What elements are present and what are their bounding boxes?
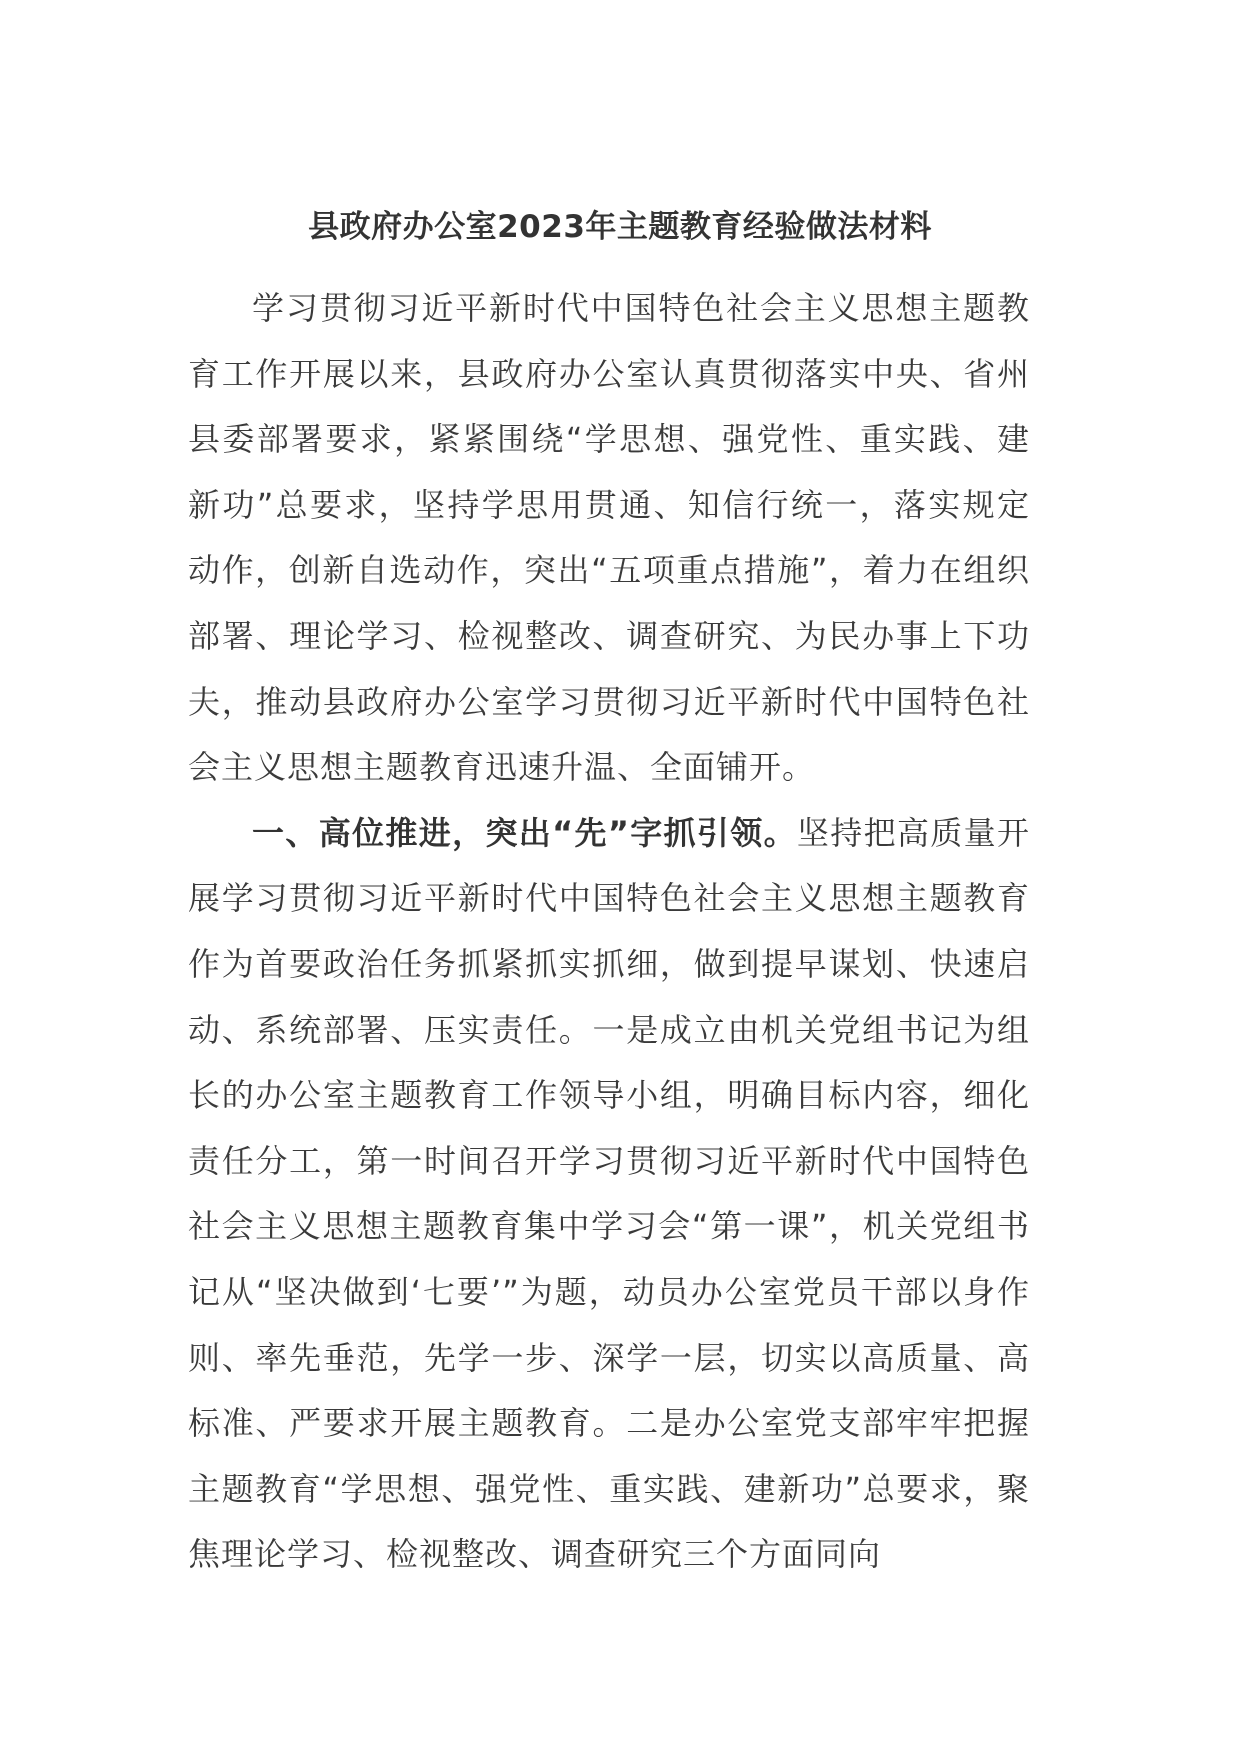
paragraph-section-one <box>188 801 1030 1588</box>
paragraph-intro <box>188 276 1030 801</box>
paragraph-text: 学习贯彻习近平新时代中国特色社会主义思想主题教育工作开展以来，县政府办公室认真贯彻落实中央、省州县委部署要求，紧紧围绕“学思想、强党性、重实践、建新功”总要求，坚持学思用贯通、知信行统一，落实规定动作，创新自选动作，突出“五项重点措施”，着力在组织部署、理论学习、检视整改、调查研究、为民办事上下功夫，推动县政府办公室学习贯彻习近平新时代中国特色社会主义思想主题教育迅速升温、全面铺开。 <box>188 289 1030 787</box>
document-title: 县政府办公室2023年主题教育经验做法材料 <box>308 209 932 245</box>
paragraph-text: 坚持把高质量开展学习贯彻习近平新时代中国特色社会主义思想主题教育作为首要政治任务抓紧抓实抓细，做到提早谋划、快速启动、系统部署、压实责任。一是成立由机关党组书记为组长的办公室主题教育工作领导小组，明确目标内容，细化责任分工，第一时间召开学习贯彻习近平新时代中国特色社会主义思想主题教育集中学习会“第一课”，机关党组书记从“坚决做到‘七要’”为题，动员办公室党员干部以身作则、率先垂范，先学一步、深学一层，切实以高质量、高标准、严要求开展主题教育。二是办公室党支部牢牢把握主题教育“学思想、强党性、重实践、建新功”总要求，聚焦理论学习、检视整改、调查研究三个方面同向 <box>188 813 1030 1574</box>
section-heading: 一、高位推进，突出“先”字抓引领。 <box>252 813 797 852</box>
document-body <box>188 276 1030 1588</box>
